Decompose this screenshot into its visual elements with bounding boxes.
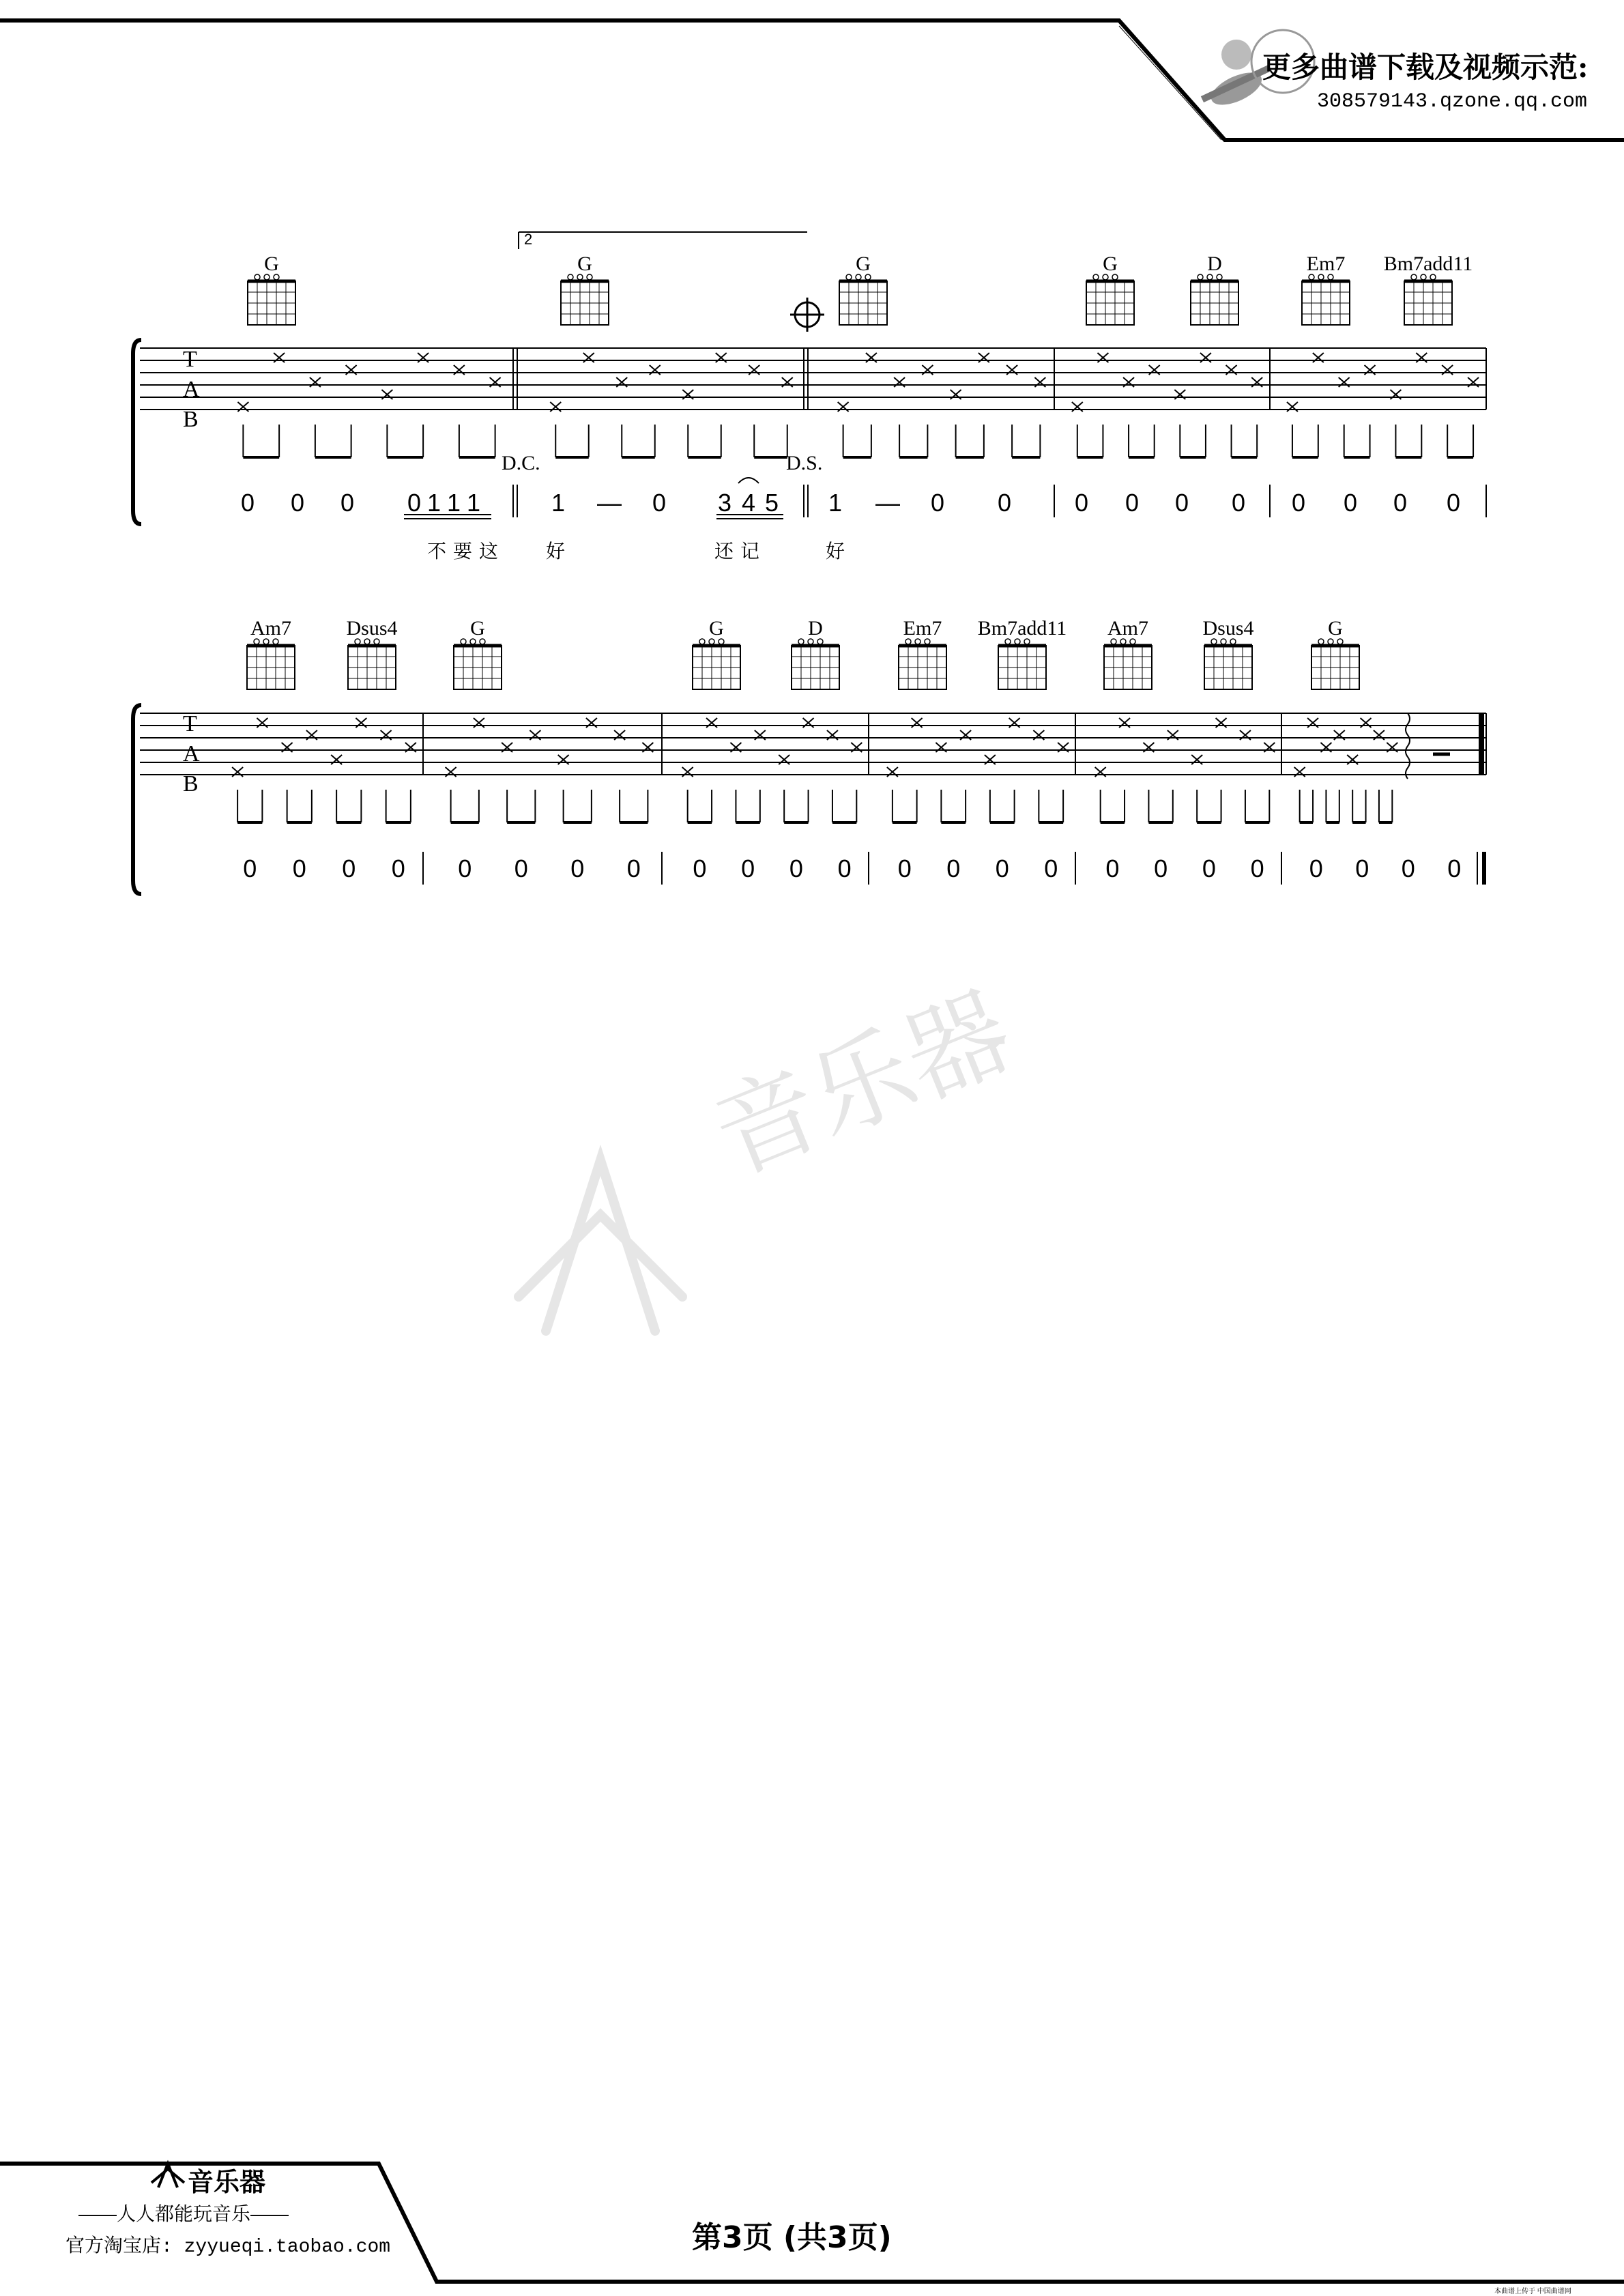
chord-name: G — [577, 253, 592, 275]
page-label: 第3页 (共3页) — [692, 2220, 892, 2255]
note-number: 0 — [626, 855, 641, 882]
chord-name: D — [1207, 253, 1222, 275]
note-number: 0 — [1447, 855, 1462, 882]
brand-slogan: ——人人都能玩音乐—— — [78, 2203, 289, 2224]
note-number: 0 — [652, 489, 667, 517]
tab-letter-a: A — [183, 741, 200, 766]
note-number: 1 — [551, 489, 566, 517]
note-number: 0 — [1343, 489, 1358, 517]
chord-name: Dsus4 — [1202, 617, 1254, 640]
lyric: 还记 — [714, 540, 767, 562]
note-number: 0 — [458, 855, 472, 882]
chord-name: G — [264, 253, 279, 275]
note-number: 0 — [1044, 855, 1058, 882]
note-number: 3 — [717, 489, 732, 517]
note-number: 0 — [789, 855, 803, 882]
note-number: 0 — [837, 855, 852, 882]
chord-name: G — [709, 617, 724, 640]
note-number: — — [875, 489, 900, 517]
promo-title: 更多曲谱下载及视频示范: — [1262, 51, 1589, 84]
shop-link[interactable]: 官方淘宝店: zyyueqi.taobao.com — [66, 2237, 391, 2258]
note-number: 0 — [995, 855, 1009, 882]
note-number: 5 — [764, 489, 779, 517]
note-number: 0 — [1174, 489, 1189, 517]
tab-letter-b: B — [183, 407, 199, 432]
note-number: 0 — [1231, 489, 1246, 517]
note-number: 1 — [466, 489, 481, 517]
note-number: 0 — [290, 489, 305, 517]
note-number: 0 — [342, 855, 356, 882]
note-number: 0 — [946, 855, 961, 882]
note-number: 0 — [1074, 489, 1089, 517]
note-number: 0 — [1401, 855, 1415, 882]
note-number: 0 — [407, 489, 422, 517]
note-number: 0 — [292, 855, 306, 882]
note-number: 0 — [930, 489, 945, 517]
brand-name: 音乐器 — [188, 2168, 266, 2197]
note-number: 0 — [693, 855, 707, 882]
lyric: 好 — [826, 540, 852, 562]
note-number: 0 — [741, 855, 755, 882]
note-number: 0 — [340, 489, 355, 517]
note-number: 0 — [1309, 855, 1323, 882]
tab-letter-t: T — [183, 347, 197, 372]
lyric: 不要这 — [427, 540, 506, 562]
tab-letter-a: A — [183, 377, 200, 402]
volta-label: 2 — [524, 231, 533, 248]
tab-letter-t: T — [183, 711, 197, 736]
note-number: 0 — [570, 855, 585, 882]
note-number: 1 — [828, 489, 843, 517]
tab-letter-b: B — [183, 771, 199, 797]
note-number: 0 — [1250, 855, 1264, 882]
note-number: — — [597, 489, 622, 517]
chord-name: Dsus4 — [346, 617, 398, 640]
note-number: 1 — [446, 489, 461, 517]
note-number: 0 — [1125, 489, 1140, 517]
chord-name: Em7 — [1306, 253, 1346, 275]
note-number: 4 — [741, 489, 756, 517]
corner-note: 本曲谱上传于 中国曲谱网 — [1494, 2288, 1571, 2295]
note-number: 0 — [514, 855, 528, 882]
note-number: 0 — [1446, 489, 1461, 517]
chord-name: Am7 — [250, 617, 291, 640]
chord-name: Em7 — [903, 617, 942, 640]
lyric: 好 — [546, 540, 572, 562]
note-number: 0 — [243, 855, 257, 882]
note-number: 0 — [1393, 489, 1408, 517]
note-number: 1 — [426, 489, 441, 517]
ds-marking: D.S. — [786, 452, 823, 474]
note-number: 0 — [897, 855, 912, 882]
chord-name: Bm7add11 — [1383, 253, 1473, 275]
note-number: 0 — [1105, 855, 1120, 882]
chord-name: D — [808, 617, 823, 640]
watermark-text: 音乐器 — [698, 971, 1028, 1197]
note-number: 0 — [997, 489, 1012, 517]
chord-name: Am7 — [1107, 617, 1148, 640]
chord-name: G — [1328, 617, 1343, 640]
chord-name: G — [470, 617, 485, 640]
note-number: 0 — [1355, 855, 1369, 882]
note-number: 0 — [1202, 855, 1216, 882]
chord-name: Bm7add11 — [977, 617, 1067, 640]
note-number: 0 — [240, 489, 255, 517]
note-number: 0 — [391, 855, 405, 882]
dc-marking: D.C. — [502, 452, 540, 474]
promo-url: 308579143.qzone.qq.com — [1317, 90, 1588, 113]
chord-name: G — [1103, 253, 1118, 275]
chord-name: G — [856, 253, 871, 275]
note-number: 0 — [1154, 855, 1168, 882]
note-number: 0 — [1291, 489, 1306, 517]
